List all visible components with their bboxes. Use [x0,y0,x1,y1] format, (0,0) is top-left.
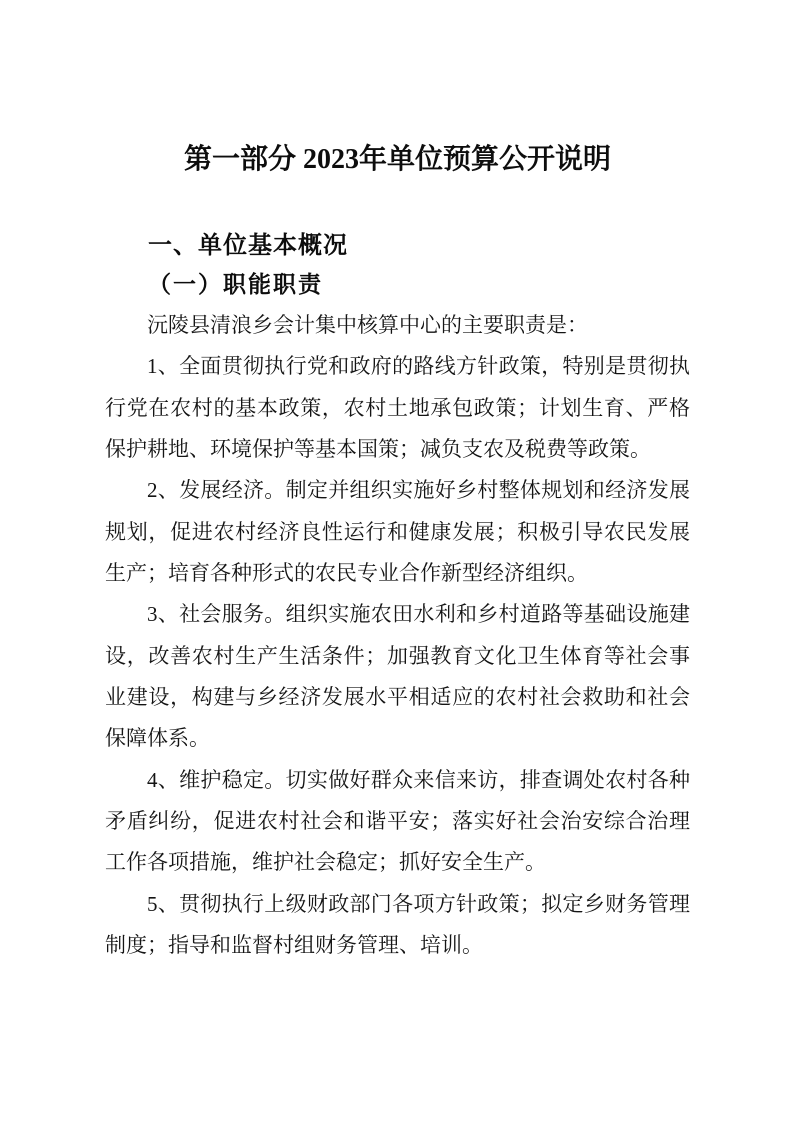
body-text [105,305,690,966]
paragraph-duty-1: 1、全面贯彻执行党和政府的路线方针政策，特别是贯彻执行党在农村的基本政策，农村土地承包政策；计划生育、严格保护耕地、环境保护等基本国策；减负支农及税费等政策。 [105,354,690,461]
paragraph-duty-4: 4、维护稳定。切实做好群众来信来访，排查调处农村各种矛盾纠纷，促进农村社会和谐平安；落实好社会治安综合治理工作各项措施，维护社会稳定；抓好安全生产。 [105,767,690,875]
paragraph-duty-3: 3、社会服务。组织实施农田水利和乡村道路等基础设施建设，改善农村生产生活条件；加强教育文化卫生体育等社会事业建设，构建与乡经济发展水平相适应的农村社会救助和社会保障体系。 [105,602,690,751]
section-heading: 一、单位基本概况 [148,232,348,259]
subsection-heading: （一）职能职责 [148,272,323,297]
paragraph-duty-2: 2、发展经济。制定并组织实施好乡村整体规划和经济发展规划，促进农村经济良性运行和健康发展；积极引导农民发展生产；培育各种形式的农民专业合作新型经济组织。 [105,478,690,585]
paragraph-duty-5: 5、贯彻执行上级财政部门各项方针政策；拟定乡财务管理制度；指导和监督村组财务管理、培训。 [105,891,690,957]
document-title: 第一部分 2023年单位预算公开说明 [183,144,611,175]
paragraph-intro: 沅陵县清浪乡会计集中核算中心的主要职责是： [147,313,588,337]
document-content [105,142,690,966]
